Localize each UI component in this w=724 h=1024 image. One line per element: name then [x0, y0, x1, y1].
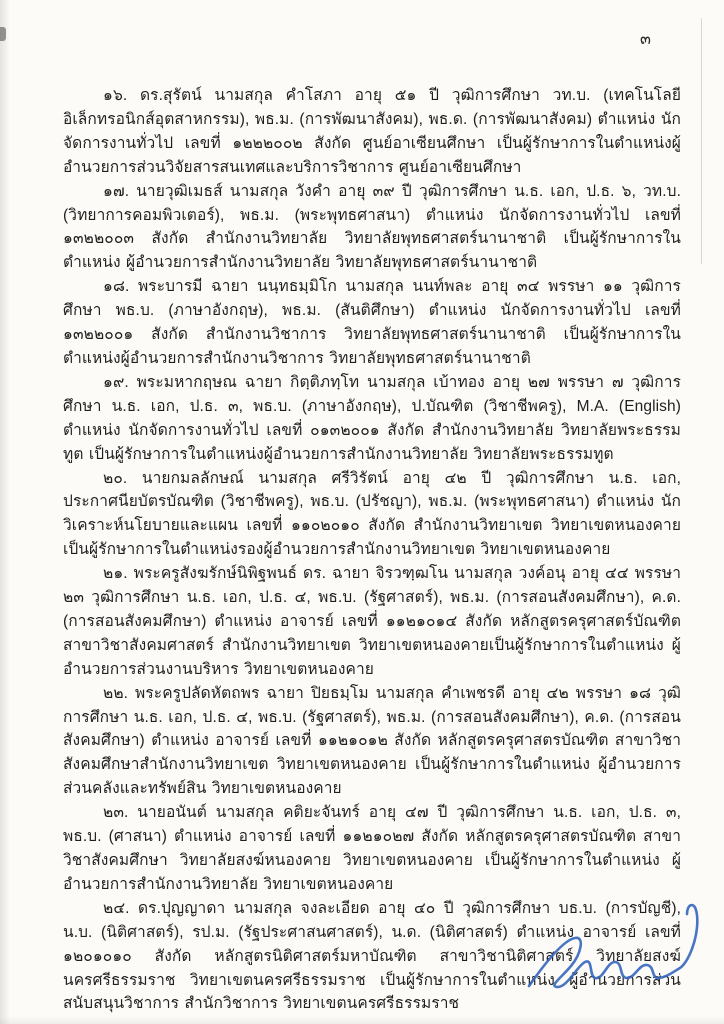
paragraph-17: ๑๗. นายวุฒิเมธส์ นามสกุล วังคำ อายุ ๓๙ ปี วุฒิการศึกษา น.ธ. เอก, ป.ธ. ๖, วท.บ. (วิทยาการคอมพิวเตอร์), พธ.ม. (พระพุทธศาสนา) ตำแหน่ง นักจัดการงานทั่วไป เลขที่ ๑๓๒๒๐๐๓ สังกัด สำนักงานวิทยาลัย วิทยาลัยพุทธศาสตร์นานาชาติ เป็นผู้รักษาการในตำแหน่ง ผู้อำนวยการสำนักงานวิทยาลัย วิทยาลัยพุทธศาสตร์นานาชาติ: [63, 182, 681, 272]
paragraph-19: ๑๙. พระมหากฤษณ ฉายา กิตฺติภทฺโท นามสกุล เบ้าทอง อายุ ๒๗ พรรษา ๗ วุฒิการศึกษา น.ธ. เอก, ป.ธ. ๓, พธ.บ. (ภาษาอังกฤษ), ป.บัณฑิต (วิชาชีพครู), M.A. (English) ตำแหน่ง นักจัดการงานทั่วไป เลขที่ ๐๑๓๒๐๐๑ สังกัด สำนักงานวิทยาลัย วิทยาลัยพระธรรมทูต เป็นผู้รักษาการในตำแหน่งผู้อำนวยการสำนักงานวิทยาลัย วิทยาลัยพระธรรมทูต: [63, 373, 681, 463]
paragraph-24: ๒๔. ดร.ปุญญาดา นามสกุล จงละเอียด อายุ ๔๐ ปี วุฒิการศึกษา บธ.บ. (การบัญชี), น.บ. (นิติศาสตร์), รป.ม. (รัฐประศาสนศาสตร์), น.ด. (นิติศาสตร์) ตำแหน่ง อาจารย์ เลขที่ ๑๒๐๑๐๑๐ สังกัด หลักสูตรนิติศาสตร์มหาบัณฑิต สาขาวิชานิติศาสตร์ วิทยาลัยสงฆ์นครศรีธรรมราช วิทยาเขตนครศรีธรรมราช เป็นผู้รักษาการในตำแหน่ง ผู้อำนวยการส่วนสนับสนุนวิชาการ สำนักวิชาการ วิทยาเขตนครศรีธรรมราช: [63, 899, 681, 1013]
page-number: ๓: [640, 31, 651, 48]
paragraph-21: ๒๑. พระครูสังฆรักษ์นิพิฐพนธ์ ดร. ฉายา จิรวฑฺฒโน นามสกุล วงค์อนุ อายุ ๔๔ พรรษา ๒๓ วุฒิการศึกษา น.ธ. เอก, ป.ธ. ๔, พธ.บ. (รัฐศาสตร์), พธ.ม. (การสอนสังคมศึกษา), ค.ด. (การสอนสังคมศึกษา) ตำแหน่ง อาจารย์ เลขที่ ๑๑๒๑๐๑๔ สังกัด หลักสูตรครุศาสตร์บัณฑิต สาขาวิชาสังคมศาสตร์ สำนักงานวิทยาเขต วิทยาเขตหนองคายเป็นผู้รักษาการในตำแหน่ง ผู้อำนวยการส่วนงานบริหาร วิทยาเขตหนองคาย: [63, 565, 681, 678]
document-body: [63, 84, 681, 1016]
scan-corner-artifact: [0, 27, 6, 41]
scan-page-edge-line: [701, 18, 702, 264]
paragraph-20: ๒๐. นายกมลลักษณ์ นามสกุล ศรีวิรัตน์ อายุ ๔๒ ปี วุฒิการศึกษา น.ธ. เอก, ประกาศนียบัตรบัณฑิต (วิชาชีพครู), พธ.บ. (ปรัชญา), พธ.ม. (พระพุทธศาสนา) ตำแหน่ง นักวิเคราะห์นโยบายและแผน เลขที่ ๑๑๐๒๐๑๐ สังกัด สำนักงานวิทยาเขต วิทยาเขตหนองคาย เป็นผู้รักษาการในตำแหน่งรองผู้อำนวยการสำนักงานวิทยาเขต วิทยาเขตหนองคาย: [63, 469, 681, 559]
paragraph-18: ๑๘. พระบารมี ฉายา นนฺทธมฺมิโก นามสกุล นนท์พละ อายุ ๓๔ พรรษา ๑๑ วุฒิการศึกษา พธ.บ. (ภาษาอังกฤษ), พธ.ม. (สันติศึกษา) ตำแหน่ง นักจัดการงานทั่วไป เลขที่ ๑๓๒๒๐๐๑ สังกัด สำนักงานวิชาการ วิทยาลัยพุทธศาสตร์นานาชาติ เป็นผู้รักษาการในตำแหน่งผู้อำนวยการสำนักงานวิชาการ วิทยาลัยพุทธศาสตร์นานาชาติ: [63, 278, 681, 367]
paragraph-16: ๑๖. ดร.สุรัตน์ นามสกุล คำโสภา อายุ ๕๑ ปี วุฒิการศึกษา วท.บ. (เทคโนโลยีอิเล็กทรอนิกส์อุตสาหกรรม), พธ.ม. (การพัฒนาสังคม), พธ.ด. (การพัฒนาสังคม) ตำแหน่ง นักจัดการงานทั่วไป เลขที่ ๑๒๒๒๐๐๒ สังกัด ศูนย์อาเซียนศึกษา เป็นผู้รักษาการในตำแหน่งผู้อำนวยการส่วนวิจัยสารสนเทศและบริการวิชาการ ศูนย์อาเซียนศึกษา: [63, 87, 681, 176]
paragraph-23: ๒๓. นายอนันต์ นามสกุล คติยะจันทร์ อายุ ๔๗ ปี วุฒิการศึกษา น.ธ. เอก, ป.ธ. ๓, พธ.บ. (ศาสนา) ตำแหน่ง อาจารย์ เลขที่ ๑๑๒๑๐๒๗ สังกัด หลักสูตรครุศาสตรบัณฑิต สาขาวิชาสังคมศึกษา วิทยาลัยสงฆ์หนองคาย วิทยาเขตหนองคาย เป็นผู้รักษาการในตำแหน่ง ผู้อำนวยการสำนักงานวิทยาลัย วิทยาเขตหนองคาย: [63, 804, 681, 893]
scan-edge-shadow-bottom: [0, 1016, 724, 1024]
scan-edge-shadow-left: [0, 0, 10, 1024]
paragraph-22: ๒๒. พระครูปลัดหัตถพร ฉายา ปิยธมฺโม นามสกุล คำเพชรดี อายุ ๔๒ พรรษา ๑๘ วุฒิการศึกษา น.ธ. เอก, ป.ธ. ๔, พธ.บ. (รัฐศาสตร์), พธ.ม. (การสอนสังคมศึกษา), ค.ด. (การสอนสังคมศึกษา) ตำแหน่ง อาจารย์ เลขที่ ๑๑๒๑๐๑๒ สังกัด หลักสูตรครุศาสตรบัณฑิต สาขาวิชาสังคมศึกษาสำนักงานวิทยาเขต วิทยาเขตหนองคาย เป็นผู้รักษาการในตำแหน่ง ผู้อำนวยการส่วนคลังและทรัพย์สิน วิทยาเขตหนองคาย: [63, 684, 681, 798]
